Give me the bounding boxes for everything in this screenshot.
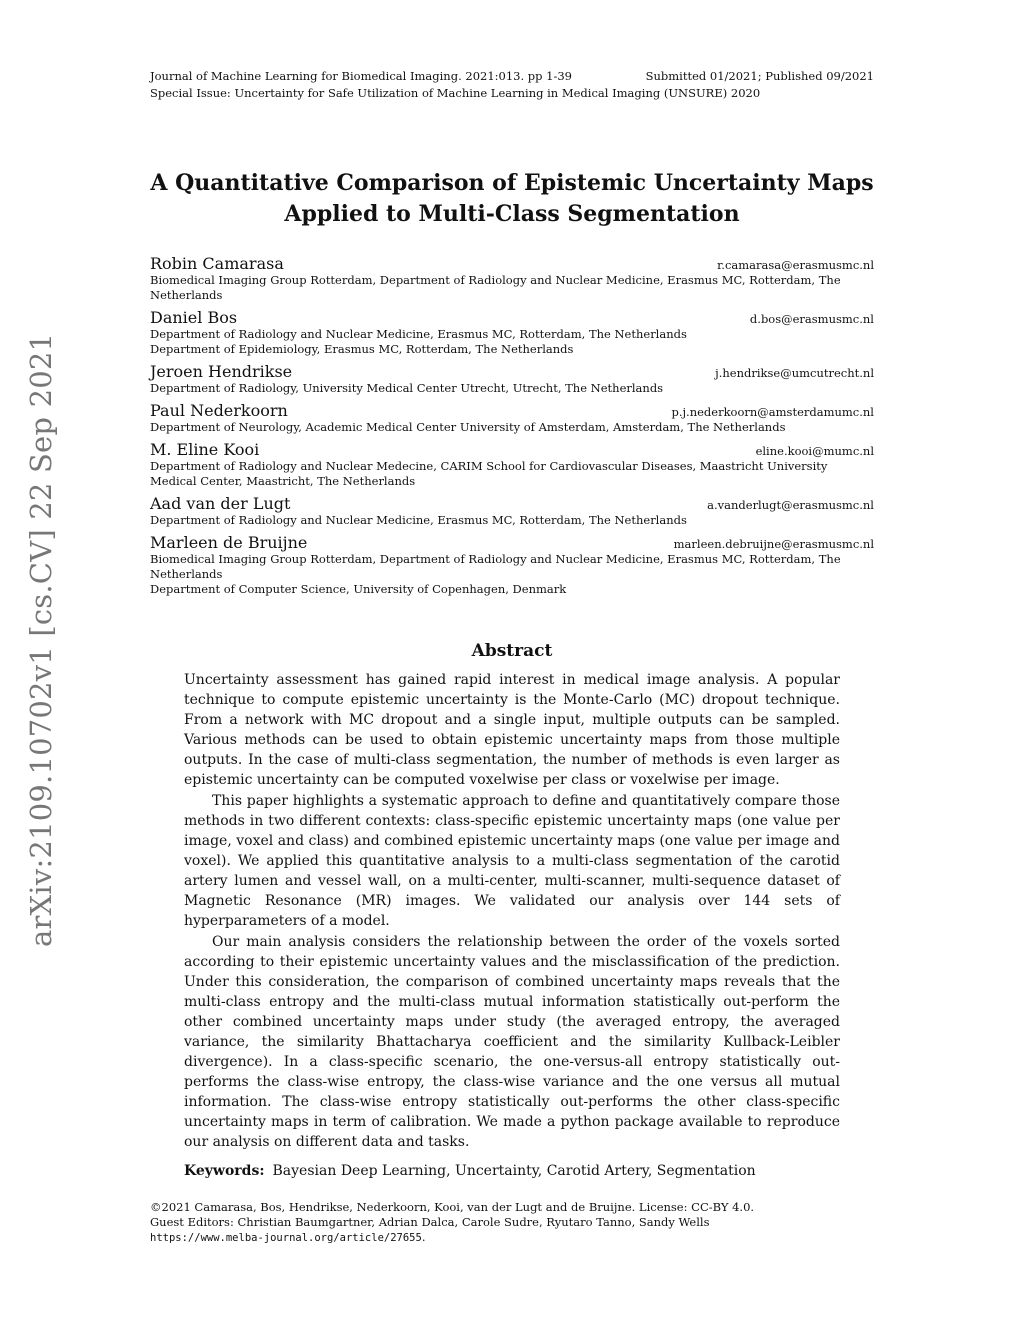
author-affiliation: Department of Radiology and Nuclear Medicine, Erasmus MC, Rotterdam, The Netherlands (150, 513, 687, 527)
author-affiliation: Biomedical Imaging Group Rotterdam, Department of Radiology and Nuclear Medicine, Erasmus MC, Rotterdam, The Netherlands (150, 552, 841, 581)
author-name: Robin Camarasa (150, 254, 284, 273)
guest-editors: Guest Editors: Christian Baumgartner, Adrian Dalca, Carole Sudre, Ryutaro Tanno, Sandy Wells (150, 1215, 710, 1229)
keywords-value: Bayesian Deep Learning, Uncertainty, Carotid Artery, Segmentation (272, 1163, 756, 1179)
url-suffix: . (421, 1230, 426, 1244)
author-affiliation: Department of Computer Science, University of Copenhagen, Denmark (150, 582, 567, 596)
abstract-paragraph: Our main analysis considers the relationship between the order of the voxels sorted according to their epistemic uncertainty values and the misclassification of the prediction. Under this consideration, the comparison of combined uncertainty maps reveals that the multi-class entropy and the multi-class mutual information statistically out-perform the other combined uncertainty maps under study (the averaged entropy, the averaged variance, the similarity Bhattacharya coefficient and the similarity Kullback-Leibler divergence). In a class-specific scenario, the one-versus-all entropy statistically out-performs the class-wise entropy, the class-wise variance and the one versus all mutual information. The class-wise entropy statistically out-performs the other class-specific uncertainty maps in term of calibration. We made a python package available to reproduce our analysis on different data and tasks. (184, 934, 840, 1150)
submission-dates: Submitted 01/2021; Published 09/2021 (645, 69, 874, 83)
author-email: p.j.nederkoorn@amsterdamumc.nl (671, 405, 874, 419)
author-email: j.hendrikse@umcutrecht.nl (715, 366, 874, 380)
author-block (150, 254, 874, 303)
author-list (150, 254, 874, 602)
abstract-paragraph: This paper highlights a systematic approach to define and quantitatively compare those methods in two different contexts: class-specific epistemic uncertainty maps (one value per image, voxel and class) and combined epistemic uncertainty maps (one value per image and voxel). We applied this quantitative analysis to a multi-class segmentation of the carotid artery lumen and vessel wall, on a multi-center, multi-scanner, multi-sequence dataset of Magnetic Resonance (MR) images. We validated our analysis over 144 sets of hyperparameters of a model. (184, 793, 840, 929)
author-name: Paul Nederkoorn (150, 401, 288, 420)
abstract-body (184, 670, 840, 1153)
author-name: Marleen de Bruijne (150, 533, 308, 552)
author-affiliation: Department of Neurology, Academic Medical Center University of Amsterdam, Amsterdam, The Netherlands (150, 420, 786, 434)
author-affiliation: Department of Epidemiology, Erasmus MC, Rotterdam, The Netherlands (150, 342, 574, 356)
title-line-1: A Quantitative Comparison of Epistemic Uncertainty Maps (150, 170, 874, 196)
author-block (150, 494, 874, 528)
author-block (150, 308, 874, 357)
author-email: eline.kooi@mumc.nl (755, 444, 874, 458)
author-block (150, 362, 874, 396)
keywords (184, 1161, 840, 1181)
journal-header (150, 68, 874, 102)
article-link[interactable]: https://www.melba-journal.org/article/27655 (150, 1232, 422, 1244)
author-email: d.bos@erasmusmc.nl (749, 312, 874, 326)
abstract-heading: Abstract (471, 641, 553, 661)
title-line-2: Applied to Multi-Class Segmentation (284, 201, 740, 227)
special-issue: Special Issue: Uncertainty for Safe Utilization of Machine Learning in Medical Imaging (UNSURE) 2020 (150, 86, 761, 100)
copyright-line: ©2021 Camarasa, Bos, Hendrikse, Nederkoorn, Kooi, van der Lugt and de Bruijne. License: CC-BY 4.0. (150, 1200, 755, 1214)
paper-title (110, 168, 914, 230)
keywords-label: Keywords: (184, 1163, 265, 1179)
footer (150, 1200, 874, 1246)
author-affiliation: Biomedical Imaging Group Rotterdam, Department of Radiology and Nuclear Medicine, Erasmus MC, Rotterdam, The Netherlands (150, 273, 841, 302)
journal-citation: Journal of Machine Learning for Biomedical Imaging. 2021:013. pp 1-39 (150, 69, 573, 83)
author-block (150, 533, 874, 597)
author-email: r.camarasa@erasmusmc.nl (717, 258, 874, 272)
author-email: marleen.debruijne@erasmusmc.nl (673, 537, 874, 551)
author-email: a.vanderlugt@erasmusmc.nl (707, 498, 874, 512)
author-affiliation: Department of Radiology and Nuclear Medicine, Erasmus MC, Rotterdam, The Netherlands (150, 327, 687, 341)
author-name: Jeroen Hendrikse (150, 362, 293, 381)
author-affiliation: Department of Radiology, University Medical Center Utrecht, Utrecht, The Netherlands (150, 381, 664, 395)
author-name: Daniel Bos (150, 308, 238, 327)
arxiv-stamp: arXiv:2109.10702v1 [cs.CV] 22 Sep 2021 (24, 332, 58, 947)
author-block (150, 401, 874, 435)
author-name: M. Eline Kooi (150, 440, 260, 459)
author-block (150, 440, 874, 489)
author-affiliation: Department of Radiology and Nuclear Medecine, CARIM School for Cardiovascular Diseases, Maastricht University Medical Center, Maastricht, The Netherlands (150, 459, 828, 488)
abstract-paragraph: Uncertainty assessment has gained rapid interest in medical image analysis. A popular technique to compute epistemic uncertainty is the Monte-Carlo (MC) dropout technique. From a network with MC dropout and a single input, multiple outputs can be sampled. Various methods can be used to obtain epistemic uncertainty maps from those multiple outputs. In the case of multi-class segmentation, the number of methods is even larger as epistemic uncertainty can be computed voxelwise per class or voxelwise per image. (184, 672, 840, 788)
author-name: Aad van der Lugt (150, 494, 291, 513)
